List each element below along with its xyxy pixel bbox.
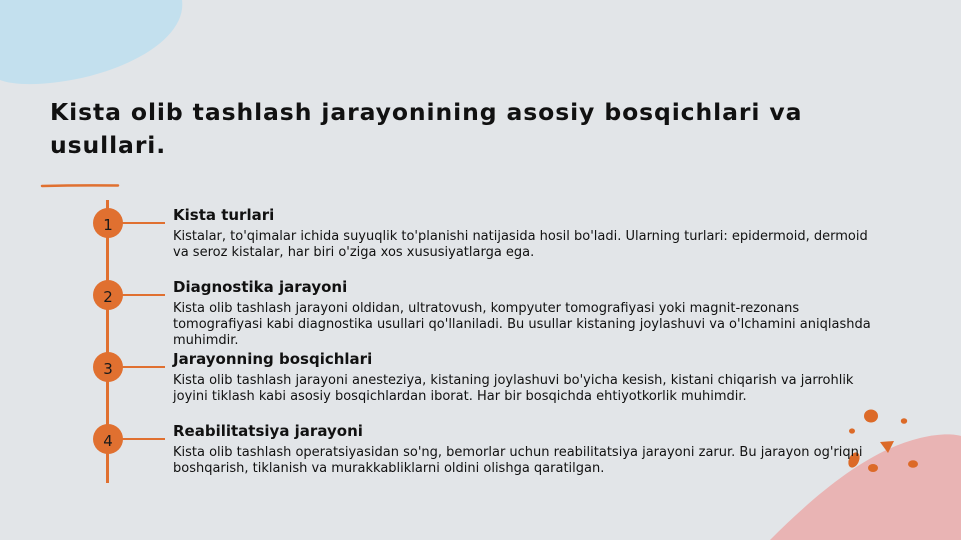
step-description: Kistalar, to'qimalar ichida suyuqlik to'planishi natijasida hosil bo'ladi. Ularning turlari: epidermoid, dermoid va seroz kistalar, har biri o'ziga xos xususiyatlarga ega. [173, 229, 868, 260]
step-number-badge: 1 [93, 208, 123, 238]
step-description: Kista olib tashlash jarayoni anesteziya, kistaning joylashuvi bo'yicha kesish, kistani chiqarish va jarrohlik joyini tiklash kabi asosiy bosqichlardan iborat. Har bir bosqichda ehtiyotkorlik muhimdir. [173, 373, 854, 404]
slide-title: Kista olib tashlash jarayonining asosiy bosqichlari va usullari. [50, 98, 803, 159]
step-number-badge: 2 [93, 280, 123, 310]
step-description: Kista olib tashlash operatsiyasidan so'ng, bemorlar uchun reabilitatsiya jarayoni zarur. Bu jarayon og'riqni boshqarish, tiklanish va murakkabliklarni oldini olishga qaratilgan. [173, 445, 863, 476]
blue-blob-decoration [0, 0, 190, 90]
step-heading: Diagnostika jarayoni [173, 278, 348, 296]
step-heading: Kista turlari [173, 206, 275, 224]
title-underline [40, 182, 120, 190]
step-heading: Jarayonning bosqichlari [173, 350, 373, 368]
step-number-badge: 4 [93, 424, 123, 454]
timeline-connector [122, 294, 165, 296]
timeline-connector [122, 366, 165, 368]
step-description: Kista olib tashlash jarayoni oldidan, ultratovush, kompyuter tomografiyasi yoki magnit-rezonans tomografiyasi kabi diagnostika usullari qo'llaniladi. Bu usullar kistaning joylashuvi va o'lchamini aniqlashda muhimdir. [173, 301, 871, 348]
step-heading: Reabilitatsiya jarayoni [173, 422, 363, 440]
timeline-connector [122, 438, 165, 440]
step-number-badge: 3 [93, 352, 123, 382]
timeline-connector [122, 222, 165, 224]
